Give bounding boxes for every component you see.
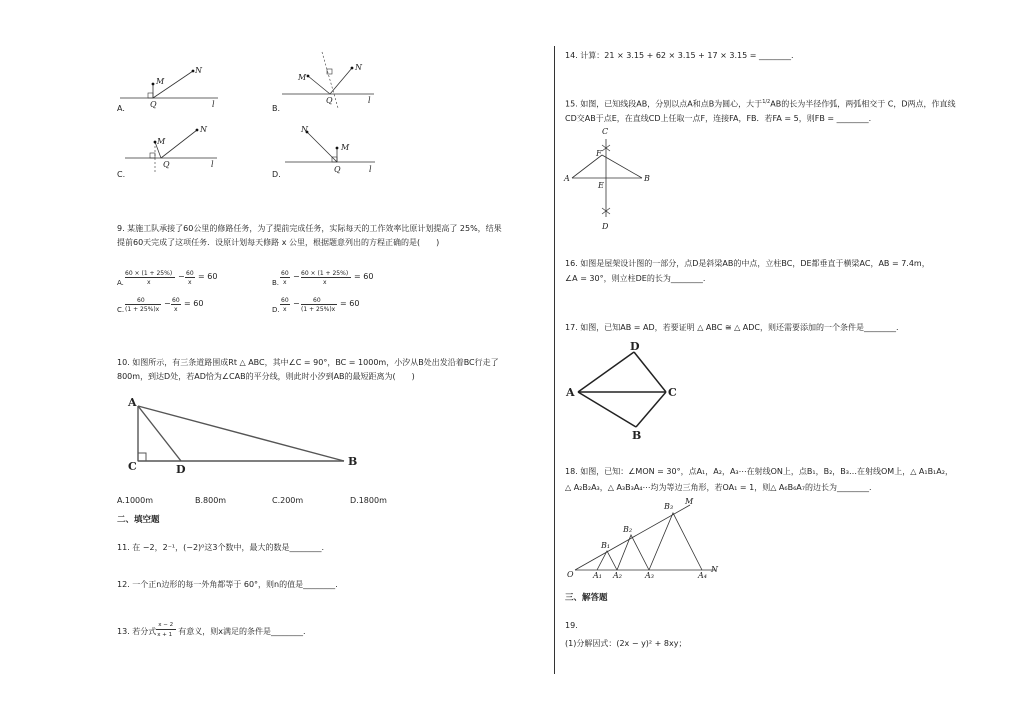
q8-option-a: A. <box>117 104 125 113</box>
label-m: M <box>157 137 166 146</box>
label-a4: A₄ <box>698 571 707 580</box>
q8-option-b: B. <box>272 104 281 113</box>
label-q: Q <box>163 160 170 169</box>
q9-option-d-label: D. <box>272 306 280 314</box>
label-n: N <box>301 125 308 134</box>
q15-line1-part2: AB的长为半径作弧，两弧相交于 C，D两点，作直线 <box>770 99 956 109</box>
q8-figure-b <box>282 50 392 110</box>
label-f: F <box>596 149 602 158</box>
q18-line1: 18. 如图，已知：∠MON = 30°，点A₁，A₂，A₃⋯在射线ON上，点B₁，B₂，B₃…在射线OM上，△ A₁B₁A₂， <box>565 467 953 476</box>
label-m: M <box>298 73 307 82</box>
label-l: l <box>211 160 214 169</box>
label-b1: B₁ <box>601 541 611 550</box>
label-e: E <box>598 181 604 190</box>
q17-text: 17. 如图，已知AB = AD，若要证明 △ ABC ≅ △ ADC，则还需要添加的一个条件是________. <box>565 323 899 332</box>
label-c: C <box>668 386 677 399</box>
q10-option-c: C.200m <box>272 496 304 505</box>
q9-option-c-label: C. <box>117 306 125 314</box>
q9-c-numerator2: 60 <box>172 297 180 304</box>
q9-a-denominator: x <box>147 279 151 286</box>
label-m: M <box>341 143 350 152</box>
q18-line2: △ A₂B₂A₃，△ A₃B₃A₄⋯均为等边三角形，若OA₁ = 1，则△ A₆B₆A₇的边长为________. <box>565 483 872 492</box>
q16-line1: 16. 如图是屋架设计图的一部分，点D是斜梁AB的中点，立柱BC，DE都垂直于横梁AC，AB = 7.4m， <box>565 259 930 268</box>
label-b: B <box>644 174 650 183</box>
q12-text: 12. 一个正n边形的每一外角都等于 60°，则n的值是________. <box>117 580 338 589</box>
section-solve-title: 三、解答题 <box>565 593 608 603</box>
q9-d-denominator2: (1 + 25%)x <box>301 306 336 313</box>
label-a3: A₃ <box>645 571 654 580</box>
label-q: Q <box>334 165 341 174</box>
q9-b-numerator2: 60 × (1 + 25%) <box>301 270 349 277</box>
q10-option-b: B.800m <box>195 496 227 505</box>
q9-c-denominator: (1 + 25%)x <box>125 306 160 313</box>
label-q: Q <box>150 100 157 109</box>
q13-prefix: 13. 若分式 <box>117 627 157 636</box>
q8-figure-c <box>125 122 235 177</box>
label-l: l <box>369 165 372 174</box>
q11-text: 11. 在 −2，2⁻¹，(−2)⁰这3个数中，最大的数是________. <box>117 543 324 552</box>
q9-b-denominator2: x <box>323 279 327 286</box>
label-n: N <box>195 66 202 75</box>
q8-option-d: D. <box>272 170 281 179</box>
q9-b-equals: = 60 <box>354 272 374 281</box>
label-n: N <box>200 125 207 134</box>
label-d: D <box>176 463 186 476</box>
q15-figure <box>562 125 662 235</box>
q9-d-denominator: x <box>283 306 287 313</box>
q9-d-minus: − <box>293 299 300 308</box>
q19-part1: (1)分解因式：(2x − y)² + 8xy； <box>565 639 687 648</box>
label-l: l <box>368 96 371 105</box>
q8-option-c: C. <box>117 170 126 179</box>
label-n: N <box>355 63 362 72</box>
q9-b-minus: − <box>293 272 300 281</box>
q13-numerator: x − 2 <box>158 622 174 628</box>
q13-suffix: 有意义，则x满足的条件是________. <box>178 627 306 636</box>
q8-figure-d <box>285 122 395 177</box>
q16-line2: ∠A = 30°，则立柱DE的长为________. <box>565 274 706 283</box>
q9-option-b-label: B. <box>272 279 280 287</box>
q15-half-fraction: 1/2 <box>762 99 771 105</box>
label-b3: B₃ <box>664 502 674 511</box>
label-a2: A₂ <box>613 571 622 580</box>
label-d: D <box>602 222 609 231</box>
q8-figure-a <box>120 60 230 110</box>
label-a: A <box>128 396 137 409</box>
q9-line1: 9. 某施工队承接了60公里的修路任务，为了提前完成任务，实际每天的工作效率比原计划提高了 25%，结果 <box>117 224 502 233</box>
label-b: B <box>348 455 358 468</box>
label-o: O <box>567 570 574 579</box>
label-m: M <box>156 77 165 86</box>
q9-c-minus: − <box>164 299 171 308</box>
q10-option-d: D.1800m <box>350 496 387 505</box>
q9-d-numerator2: 60 <box>313 297 321 304</box>
q19-number: 19. <box>565 621 578 630</box>
q9-b-denominator: x <box>283 279 287 286</box>
q9-a-minus: − <box>178 272 185 281</box>
q9-b-numerator: 60 <box>281 270 289 277</box>
label-c: C <box>128 460 137 473</box>
q9-c-denominator2: x <box>174 306 178 313</box>
label-n: N <box>711 565 718 574</box>
q14-text: 14. 计算：21 × 3.15 + 62 × 3.15 + 17 × 3.15 = ________. <box>565 51 794 60</box>
q9-option-a-label: A. <box>117 279 124 287</box>
q15-line1 <box>565 97 955 110</box>
label-q: Q <box>326 96 333 105</box>
q18-figure-triangles <box>565 495 735 585</box>
label-a: A <box>566 386 575 399</box>
label-m: M <box>685 497 694 506</box>
section-fill-in-title: 二、填空题 <box>117 515 160 525</box>
q9-c-equals: = 60 <box>184 299 204 308</box>
q9-line2: 提前60天完成了这项任务．设原计划每天修路 x 公里，根据题意列出的方程正确的是( ) <box>117 238 440 247</box>
q9-a-equals: = 60 <box>198 272 218 281</box>
label-l: l <box>212 100 215 109</box>
label-c: C <box>602 127 609 136</box>
q9-a-denominator2: x <box>188 279 192 286</box>
q17-figure-kite <box>566 340 696 444</box>
q13-text <box>117 622 306 638</box>
q15-line1-part1: 15. 如图，已知线段AB，分别以点A和点B为圆心，大于 <box>565 99 763 109</box>
label-a: A <box>564 174 570 183</box>
label-b: B <box>632 429 642 442</box>
q9-d-equals: = 60 <box>340 299 360 308</box>
q9-a-numerator: 60 × (1 + 25%) <box>125 270 173 277</box>
q10-line2: 800m，到达D处，若AD恰为∠CAB的平分线，则此时小汐到AB的最短距离为( ) <box>117 372 415 381</box>
label-a1: A₁ <box>593 571 602 580</box>
q13-denominator: x + 1 <box>157 632 173 638</box>
label-d: D <box>630 340 640 353</box>
q10-figure-triangle <box>126 396 366 474</box>
label-b2: B₂ <box>623 525 633 534</box>
q9-d-numerator: 60 <box>281 297 289 304</box>
column-divider <box>554 46 555 674</box>
q10-option-a: A.1000m <box>117 496 154 505</box>
q15-line2: CD交AB于点E，在直线CD上任取一点F，连接FA，FB．若FA = 5，则FB = ________. <box>565 114 872 123</box>
q9-a-numerator2: 60 <box>186 270 194 277</box>
q9-c-numerator: 60 <box>137 297 145 304</box>
q10-line1: 10. 如图所示，有三条道路围成Rt △ ABC，其中∠C = 90°，BC = 1000m，小汐从B处出发沿着BC行走了 <box>117 358 499 367</box>
